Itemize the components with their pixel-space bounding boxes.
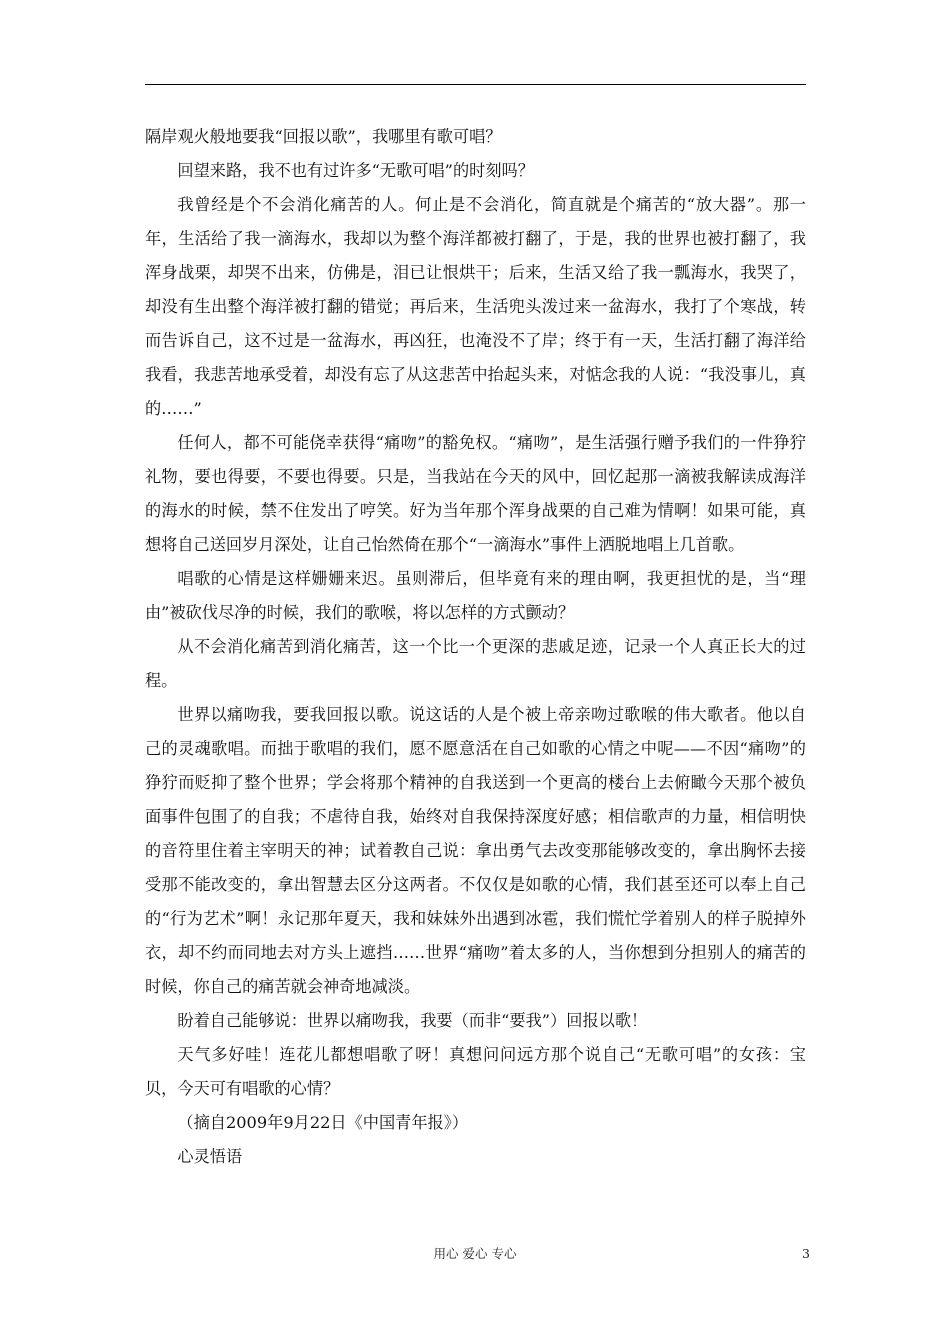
paragraph-6: 从不会消化痛苦到消化痛苦，这一个比一个更深的悲戚足迹，记录一个人真正长大的过程。 — [145, 637, 806, 690]
paragraph-7: 世界以痛吻我，要我回报以歌。说这话的人是个被上帝亲吻过歌喉的伟大歌者。他以自己的灵魂歌唱。而拙于歌唱的我们，愿不愿意活在自己如歌的心情之中呢——不因“痛吻”的狰狞而贬抑了整个世界；学会将那个精神的自我送到一个更高的楼台上去俯瞰今天那个被负面事件包围了的自我；不虐待自我，始终对自我保持深度好感；相信歌声的力量，相信明快的音符里住着主宰明天的神；试着教自己说：拿出勇气去改变那能够改变的，拿出胸怀去接受那不能改变的，拿出智慧去区分这两者。不仅仅是如歌的心情，我们甚至还可以奉上自己的“行为艺术”啊！永记那年夏天，我和妹妹外出遇到冰雹，我们慌忙学着别人的样子脱掉外衣，却不约而同地去对方头上遮挡……世界“痛吻”着太多的人，当你想到分担别人的痛苦的时候，你自己的痛苦就会神奇地减淡。 — [145, 705, 806, 996]
article-body — [145, 120, 806, 1174]
footer-slogan: 用心 爱心 专心 — [433, 1246, 517, 1261]
source-citation: （摘自2009年9月22日《中国青年报》） — [177, 1113, 469, 1132]
paragraph-5: 唱歌的心情是这样姗姗来迟。虽则滞后，但毕竟有来的理由啊，我更担忧的是，当“理由”被砍伐尽净的时候，我们的歌喉，将以怎样的方式颤动？ — [145, 569, 806, 622]
page-number: 3 — [802, 1246, 810, 1261]
paragraph-8: 盼着自己能够说：世界以痛吻我，我要（而非“要我”）回报以歌！ — [177, 1011, 648, 1030]
paragraph-3: 我曾经是个不会消化痛苦的人。何止是不会消化，简直就是个痛苦的“放大器”。那一年，生活给了我一滴海水，我却以为整个海洋都被打翻了，于是，我的世界也被打翻了，我浑身战栗，却哭不出来，仿佛是，泪已让恨烘干；后来，生活又给了我一瓢海水，我哭了，却没有生出整个海洋被打翻的错觉；再后来，生活兜头泼过来一盆海水，我打了个寒战，转而告诉自己，这不过是一盆海水，再凶狂，也淹没不了岸；终于有一天，生活打翻了海洋给我看，我悲苦地承受着，却没有忘了从这悲苦中抬起头来，对惦念我的人说：“我没事儿，真的……” — [145, 195, 806, 418]
paragraph-1: 隔岸观火般地要我“回报以歌”，我哪里有歌可唱？ — [145, 127, 502, 146]
paragraph-2: 回望来路，我不也有过许多“无歌可唱”的时刻吗？ — [177, 161, 534, 180]
header-rule — [145, 84, 806, 85]
paragraph-4: 任何人，都不可能侥幸获得“痛吻”的豁免权。“痛吻”，是生活强行赠予我们的一件狰狞礼物，要也得要，不要也得要。只是，当我站在今天的风中，回忆起那一滴被我解读成海洋的海水的时候，禁不住发出了哼笑。好为当年那个浑身战栗的自己难为情啊！如果可能，真想将自己送回岁月深处，让自己怡然倚在那个“一滴海水”事件上洒脱地唱上几首歌。 — [145, 433, 806, 554]
section-heading-insight: 心灵悟语 — [177, 1147, 243, 1166]
paragraph-9: 天气多好哇！连花儿都想唱歌了呀！真想问问远方那个说自己“无歌可唱”的女孩：宝贝，今天可有唱歌的心情？ — [145, 1045, 806, 1098]
